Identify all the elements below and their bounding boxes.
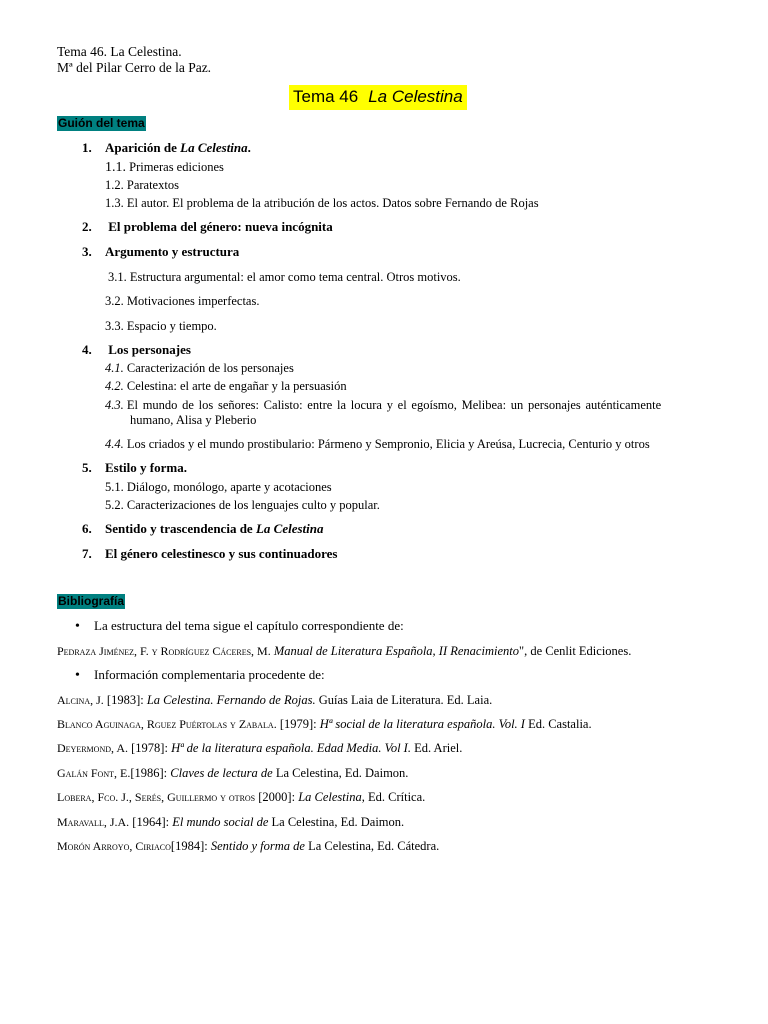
- section-1-label: Aparición de: [105, 140, 181, 155]
- reference-author: Maravall, J.A.: [57, 815, 130, 829]
- reference-author: Galán Font, E.: [57, 766, 131, 780]
- subsection-4-4-text: Los criados y el mundo prostibulario: Pármeno y Sempronio, Elicia y Areúsa, Lucrecia, Centurio y otros: [126, 437, 650, 451]
- section-5-label: Estilo y forma.: [105, 460, 187, 475]
- subsection-4-4-number: 4.4.: [105, 437, 124, 451]
- main-reference-publisher: ", de Cenlit Ediciones.: [518, 644, 632, 658]
- section-4-label: Los personajes: [108, 342, 191, 357]
- subsection-4-1: [105, 360, 294, 376]
- reference-publisher: La Celestina, Ed. Cátedra.: [304, 839, 440, 853]
- subsection-3-2-text: Motivaciones imperfectas.: [126, 294, 260, 308]
- section-2: [82, 219, 333, 235]
- reference-author: Morón Arroyo, Ciriaco: [57, 839, 171, 853]
- reference-moron-arroyo: [57, 838, 439, 854]
- bullet-icon: •: [75, 619, 80, 634]
- reference-author: Blanco Aguinaga, Rguez Puértolas y Zabala.: [57, 717, 277, 731]
- reference-publisher: , Ed. Crítica.: [361, 790, 426, 804]
- reference-title: El mundo social de: [172, 815, 269, 829]
- section-5-number: 5.: [82, 460, 92, 475]
- subsection-1-1-number: 1.1.: [105, 160, 126, 175]
- subsection-5-1: [105, 479, 332, 495]
- subsection-1-3: [105, 195, 539, 211]
- reference-publisher: La Celestina, Ed. Daimon.: [268, 815, 405, 829]
- subsection-4-1-number: 4.1.: [105, 361, 124, 375]
- section-4-number: 4.: [82, 342, 92, 357]
- reference-author: Alcina, J.: [57, 693, 104, 707]
- header-topic: Tema 46. La Celestina.: [57, 44, 182, 59]
- bullet-2-text: Información complementaria procedente de:: [94, 667, 325, 682]
- reference-deyermond: [57, 740, 462, 756]
- section-6-label-italic: La Celestina: [255, 521, 324, 536]
- subsection-5-1-text: Diálogo, monólogo, aparte y acotaciones: [126, 480, 332, 494]
- subsection-4-2: [105, 378, 347, 394]
- subsection-3-2: [105, 293, 259, 309]
- subsection-1-3-number: 1.3.: [105, 196, 124, 210]
- subsection-4-4: [105, 436, 650, 452]
- subsection-4-2-text: Celestina: el arte de engañar y la persuasión: [126, 379, 347, 393]
- title-prefix: Tema 46: [293, 87, 359, 106]
- reference-year: [1978]:: [128, 741, 172, 755]
- subsection-1-1-text: Primeras ediciones: [129, 160, 224, 174]
- reference-title: Hª social de la literatura española. Vol. I: [319, 717, 525, 731]
- reference-title: La Celestina: [298, 790, 362, 804]
- main-reference-title: Manual de Literatura Española, II Renacimiento: [273, 644, 519, 658]
- subsection-5-1-number: 5.1.: [105, 480, 124, 494]
- reference-author: Deyermond, A.: [57, 741, 129, 755]
- reference-title: Claves de lectura de: [170, 766, 273, 780]
- subsection-1-3-text: El autor. El problema de la atribución de los actos. Datos sobre Fernando de Rojas: [126, 196, 539, 210]
- subsection-3-1-text: Estructura argumental: el amor como tema central. Otros motivos.: [129, 270, 461, 284]
- subsection-5-2: [105, 497, 380, 513]
- section-2-number: 2.: [82, 219, 92, 234]
- section-3: [82, 244, 239, 260]
- section-4: [82, 342, 191, 358]
- reference-year: [1986]:: [130, 766, 171, 780]
- reference-title: La Celestina. Fernando de Rojas.: [146, 693, 316, 707]
- subsection-4-3-text: El mundo de los señores: Calisto: entre la locura y el egoísmo, Melibea: un personajes auténticamente: [126, 398, 662, 412]
- reference-year: [2000]:: [255, 790, 299, 804]
- title-italic: La Celestina: [368, 87, 463, 106]
- reference-blanco-aguinaga: [57, 716, 592, 732]
- section-1: [82, 140, 251, 156]
- reference-author: Lobera, Fco. J., Serés, Guillermo y otros: [57, 790, 256, 804]
- section-2-label: El problema del género: nueva incógnita: [108, 219, 333, 234]
- main-reference-authors: Pedraza Jiménez, F. y Rodríguez Cáceres, M.: [57, 644, 271, 658]
- reference-year: [1979]:: [276, 717, 320, 731]
- reference-publisher: La Celestina, Ed. Daimon.: [272, 766, 409, 780]
- bullet-1-text: La estructura del tema sigue el capítulo correspondiente de:: [94, 618, 404, 633]
- subsection-1-2: [105, 177, 179, 193]
- reference-title: Sentido y forma de: [210, 839, 305, 853]
- section-1-label-italic: La Celestina: [180, 140, 248, 155]
- section-1-label-end: .: [247, 140, 251, 155]
- subsection-1-2-text: Paratextos: [126, 178, 179, 192]
- bullet-item: [75, 618, 404, 635]
- section-6-label: Sentido y trascendencia de: [105, 521, 256, 536]
- subsection-3-1: [108, 269, 461, 285]
- section-1-number: 1.: [82, 140, 92, 155]
- reference-publisher: Ed. Castalia.: [524, 717, 592, 731]
- section-7-label: El género celestinesco y sus continuadores: [105, 546, 338, 561]
- subsection-4-1-text: Caracterización de los personajes: [126, 361, 294, 375]
- section-6-number: 6.: [82, 521, 92, 536]
- page-title: [289, 85, 467, 110]
- reference-title: Hª de la literatura española. Edad Media. Vol I.: [171, 741, 411, 755]
- reference-alcina: [57, 692, 492, 708]
- section-6: [82, 521, 323, 537]
- bullet-icon: •: [75, 668, 80, 683]
- subsection-4-3-number: 4.3.: [105, 398, 124, 412]
- reference-lobera: [57, 789, 425, 805]
- subsection-4-3-continuation: humano, Alisa y Pleberio: [130, 413, 257, 427]
- header-author: Mª del Pilar Cerro de la Paz.: [57, 60, 212, 75]
- section-7-number: 7.: [82, 546, 92, 561]
- subsection-3-3: [105, 318, 217, 334]
- guion-heading: Guión del tema: [58, 116, 145, 130]
- subsection-3-3-text: Espacio y tiempo.: [126, 319, 217, 333]
- subsection-3-3-number: 3.3.: [105, 319, 124, 333]
- section-7: [82, 546, 337, 562]
- section-3-label: Argumento y estructura: [105, 244, 240, 259]
- subsection-3-2-number: 3.2.: [105, 294, 124, 308]
- main-reference: [57, 643, 631, 659]
- reference-publisher: Guías Laia de Literatura. Ed. Laia.: [315, 693, 493, 707]
- subsection-4-2-number: 4.2.: [105, 379, 124, 393]
- subsection-5-2-text: Caracterizaciones de los lenguajes culto y popular.: [126, 498, 380, 512]
- subsection-1-1: [105, 159, 224, 176]
- subsection-3-1-number: 3.1.: [108, 270, 127, 284]
- reference-galan-font: [57, 765, 408, 781]
- reference-year: [1964]:: [129, 815, 173, 829]
- reference-maravall: [57, 814, 404, 830]
- section-3-number: 3.: [82, 244, 92, 259]
- reference-publisher: Ed. Ariel.: [410, 741, 463, 755]
- reference-year: [1984]:: [170, 839, 211, 853]
- bibliografia-heading: Bibliografía: [58, 594, 125, 608]
- section-5: [82, 460, 187, 476]
- reference-year: [1983]:: [103, 693, 147, 707]
- subsection-1-2-number: 1.2.: [105, 178, 124, 192]
- subsection-5-2-number: 5.2.: [105, 498, 124, 512]
- subsection-4-3: [105, 397, 712, 413]
- bullet-item: [75, 667, 325, 684]
